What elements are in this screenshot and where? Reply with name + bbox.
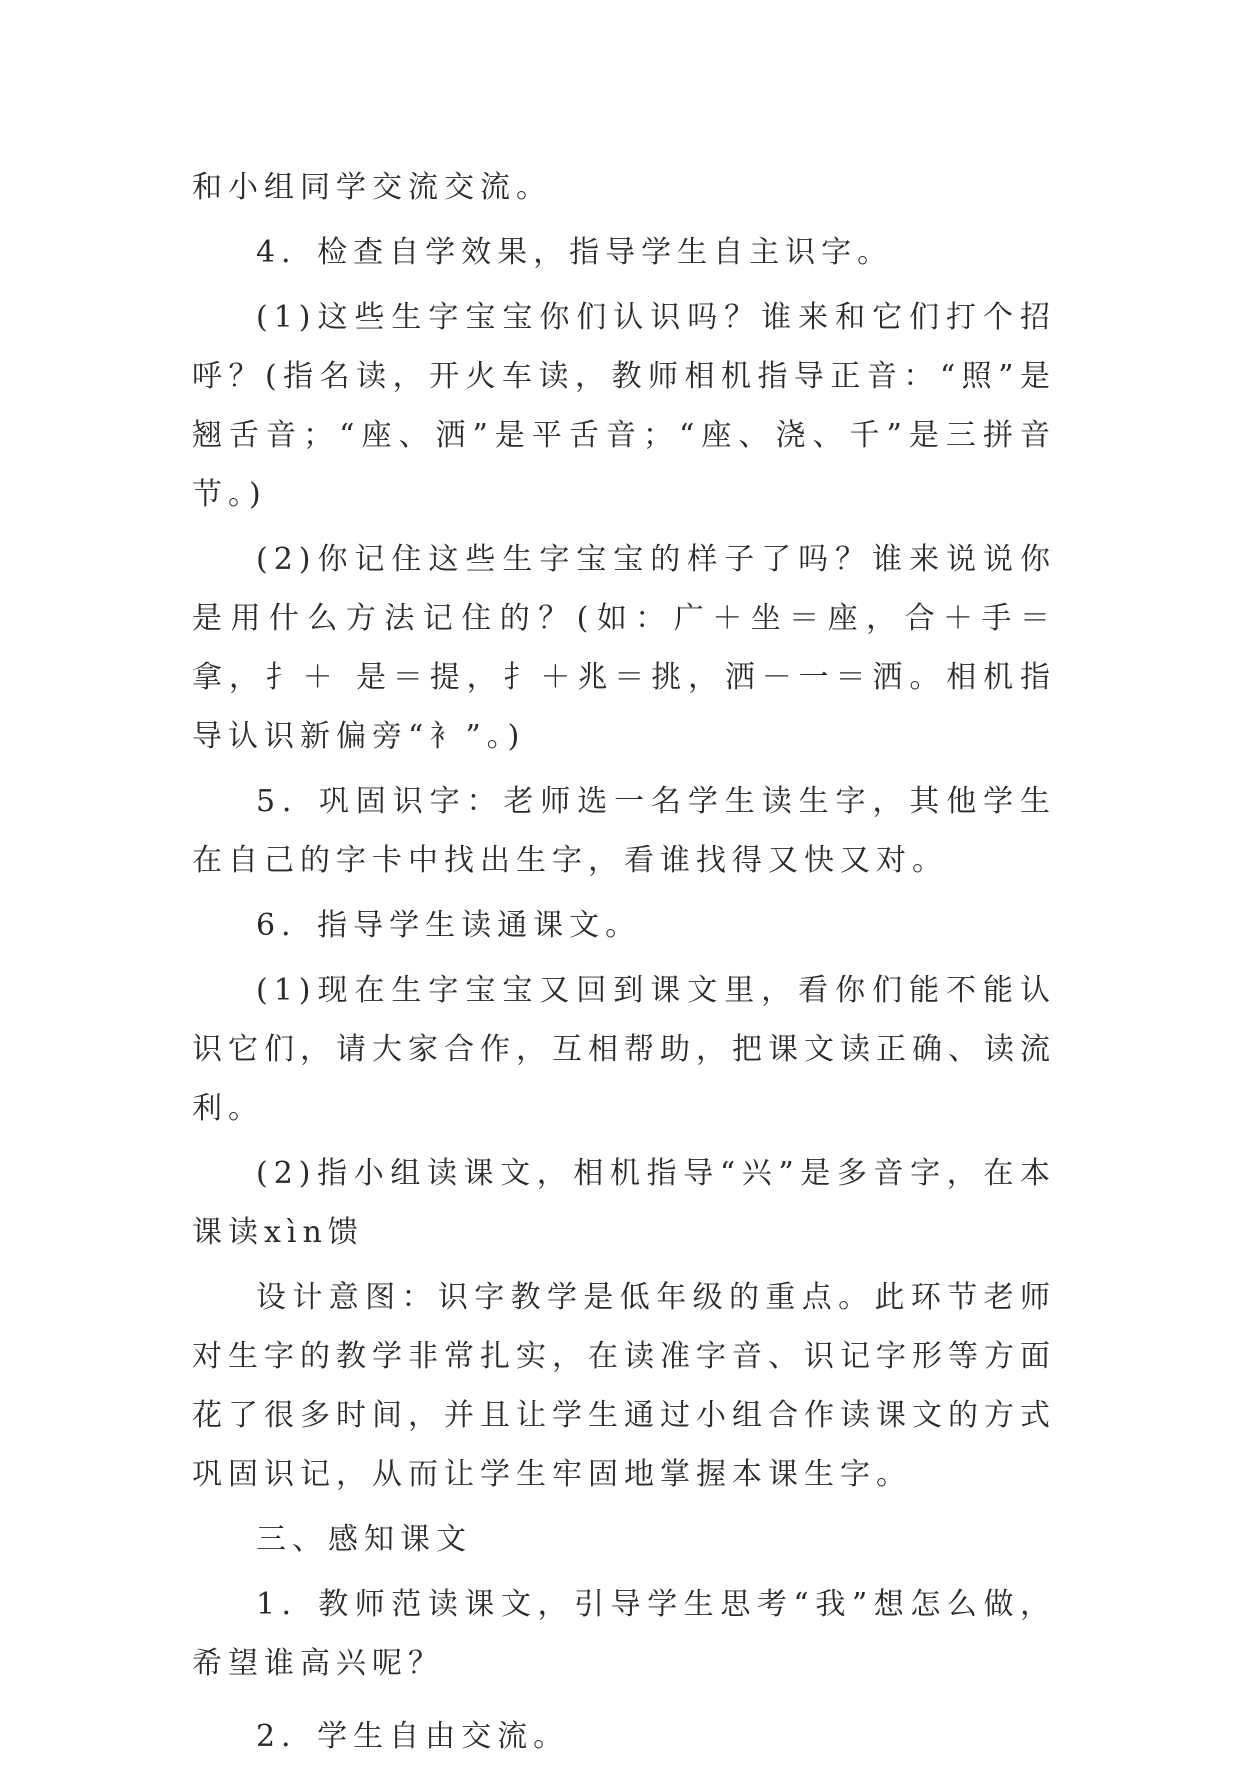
paragraph-design-intent: 设计意图：识字教学是低年级的重点。此环节老师对生字的教学非常扎实，在读准字音、识记字形等方面花了很多时间，并且让学生通过小组合作读课文的方式巩固识记，从而让学生牢固地掌握本课生字。: [192, 1280, 1056, 1492]
paragraph-section3-step-1: 1．教师范读课文，引导学生思考“我”想怎么做，希望谁高兴呢？: [192, 1587, 1056, 1681]
paragraph-step-4: 4．检查自学效果，指导学生自主识字。: [256, 235, 894, 270]
paragraph-step-6-1: (1)现在生字宝宝又回到课文里，看你们能不能认识它们，请大家合作，互相帮助，把课文读正确、读流利。: [192, 973, 1056, 1126]
paragraph-section3-step-2: 2．学生自由交流。: [256, 1719, 570, 1754]
paragraph-step-6: 6．指导学生读通课文。: [256, 908, 642, 943]
paragraph-step-4-2: (2)你记住这些生字宝宝的样子了吗？谁来说说你是用什么方法记住的？(如：广＋坐＝座，合＋手＝拿，扌＋ 是＝提，扌＋兆＝挑，洒－一＝洒。相机指导认识新偏旁“衤”。): [192, 542, 1056, 754]
paragraph-step-5: 5．巩固识字：老师选一名学生读生字，其他学生在自己的字卡中找出生字，看谁找得又快又对。: [192, 784, 1056, 878]
paragraph-continuation: 和小组同学交流交流。: [192, 170, 552, 205]
paragraph-step-6-2: (2)指小组读课文，相机指导“兴”是多音字，在本课读xìn馈: [192, 1156, 1056, 1250]
paragraph-step-4-1: (1)这些生字宝宝你们认识吗？谁来和它们打个招呼？(指名读，开火车读，教师相机指导正音：“照”是翘舌音；“座、洒”是平舌音；“座、浇、千”是三拼音节。): [192, 300, 1056, 512]
document-body: [192, 158, 1056, 1766]
section-heading-perceive-text: 三、感知课文: [256, 1522, 472, 1557]
